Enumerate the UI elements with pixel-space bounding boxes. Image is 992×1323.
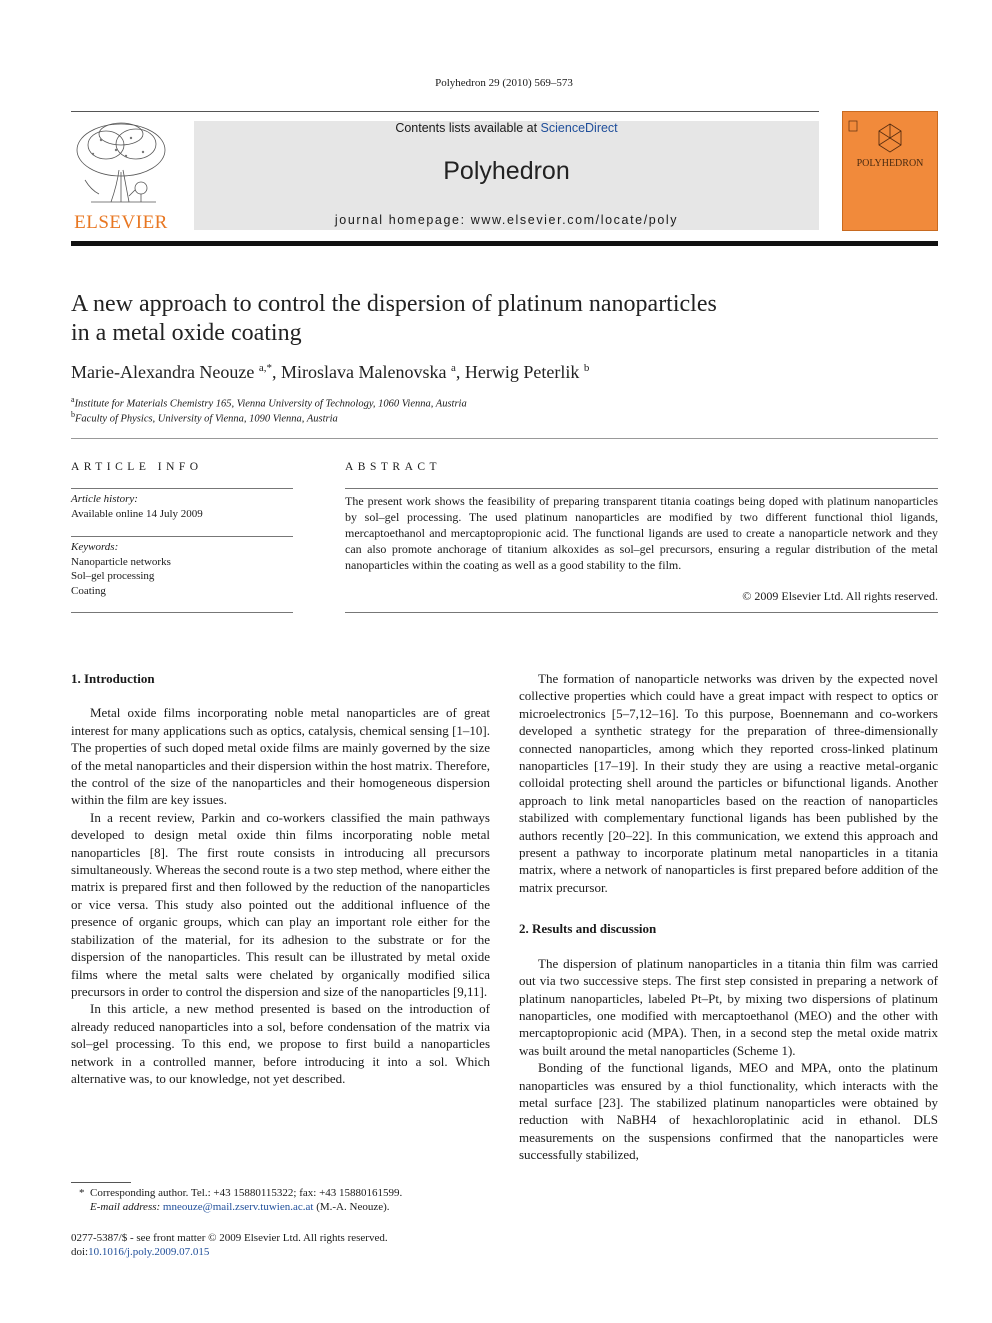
author-affiliation-mark[interactable]: a xyxy=(451,362,456,374)
paragraph: Bonding of the functional ligands, MEO and MPA, onto the platinum nanoparticles was ensured by a thiol functionality, which interacts with the metal surface [23]. The stabilized platinum nanoparticles were obtained by reduction with NaBH4 of hexachloroplatinic acid in ethanol. DLS measurements on the suspensions confirmed that the nanoparticles were successfully stabilized, xyxy=(519,1060,938,1163)
abstract-rule-top xyxy=(345,488,938,489)
keyword: Nanoparticle networks xyxy=(71,555,171,568)
body-column-left xyxy=(71,670,490,1087)
footnote-mark: * xyxy=(79,1187,85,1199)
contents-prefix: Contents lists available at xyxy=(395,121,541,135)
paragraph: In this article, a new method presented is based on the introduction of already reduced nanoparticles into a sol, before condensation of the matrix via sol–gel processing. To this end, we propose to first build a nanoparticles network in a controlled manner, before introducing it into a sol. Which alternative was, to our knowledge, not yet described. xyxy=(71,1001,490,1086)
journal-cover-thumbnail xyxy=(842,111,938,231)
polyhedron-icon xyxy=(843,118,937,158)
page-footer xyxy=(71,1231,388,1259)
affiliation-mark: a xyxy=(71,395,75,404)
keywords-rule xyxy=(71,612,293,613)
author-name: Herwig Peterlik xyxy=(464,362,580,382)
journal-citation: Polyhedron 29 (2010) 569–573 xyxy=(435,77,573,89)
corresponding-author-footnote xyxy=(71,1186,491,1214)
article-info-heading: ARTICLE INFO xyxy=(71,461,203,473)
email-label: E-mail address: xyxy=(90,1201,161,1213)
doi-link[interactable]: 10.1016/j.poly.2009.07.015 xyxy=(88,1246,210,1258)
affiliation-b xyxy=(71,410,338,425)
article-title xyxy=(71,290,871,348)
affiliation-text: Institute for Materials Chemistry 165, Vienna University of Technology, 1060 Vienna, Austria xyxy=(74,398,467,410)
affiliation-rule xyxy=(71,438,938,439)
email-suffix: (M.-A. Neouze). xyxy=(316,1201,390,1213)
journal-name: Polyhedron xyxy=(443,157,570,185)
author-name: Miroslava Malenovska xyxy=(281,362,447,382)
contents-line xyxy=(194,121,819,135)
paragraph: The dispersion of platinum nanoparticles in a titania thin film was carried out via two successive steps. The first step consisted in preparing a network of platinum nanoparticles, labeled Pt–Pt, by mixing two dispersions of platinum nanoparticles, one modified with mercaptoethanol (MEO) and the other with mercaptopropionic acid (MPA). Then, in a second step the metal oxide matrix was built around the metal nanoparticles (Scheme 1). xyxy=(519,955,938,1058)
author-affiliation-mark[interactable]: b xyxy=(583,362,590,374)
history-label: Article history: xyxy=(71,493,138,505)
elsevier-wordmark: ELSEVIER xyxy=(74,212,168,233)
masthead-bottom-rule xyxy=(71,241,938,246)
section-heading-introduction: 1. Introduction xyxy=(71,671,155,686)
sciencedirect-link[interactable]: ScienceDirect xyxy=(540,121,618,135)
keyword: Sol–gel processing xyxy=(71,570,155,582)
paragraph: In a recent review, Parkin and co-workers classified the main pathways developed to design metal oxide thin films incorporating noble metal nanoparticles [8]. The first route consists in introducing all precursors simultaneously. Whereas the second route is a two step method, where either the matrix is prepared first and then followed by the reduction of the nanoparticles or vice versa. This study also pointed out the additional influence of the presence of organic groups, which can play an important role either for the stabilization of the material, for its adhesion to the substrate or for the dispersion of the nanoparticles. This result can be illustrated by metal oxide films where the metal salts were chelated by organically modified silica precursors in order to control the dispersion and size of the nanoparticles [9,11]. xyxy=(71,809,490,999)
issn-line: 0277-5387/$ - see front matter © 2009 Elsevier Ltd. All rights reserved. xyxy=(71,1232,388,1244)
author-name: Marie-Alexandra Neouze xyxy=(71,362,255,382)
article-title-line-2: in a metal oxide coating xyxy=(71,320,302,346)
affiliation-mark: b xyxy=(71,410,75,419)
header-rule xyxy=(71,111,819,112)
article-info-rule xyxy=(71,488,293,489)
elsevier-tree-icon xyxy=(71,120,171,210)
paragraph: The formation of nanoparticle networks was driven by the expected novel collective properties which could have a great impact with respect to optics or microelectronics [5–7,12–16]. To this purpose, Boennemann and co-workers developed a synthetic strategy for the preparation of three-dimensionally connected nanoparticles, among which they reported cross-linked platinum nanoparticles [17–19]. In their study they are using a reactive metal-organic colloidal protecting shell around the particles or bifunctional ligands. Another approach to link metal nanoparticles based on the reaction of nanoparticles stabilized with complementary functional ligands has been published by the authors recently [20–22]. In this communication, we extend this approach and present a pathway to incorporate platinum metal nanoparticles in a titania matrix, where a network of nanoparticles is first prepared before addition of the matrix precursor. xyxy=(519,671,938,895)
email-link[interactable]: mneouze@mail.zserv.tuwien.ac.at xyxy=(162,1201,314,1213)
footnote-rule xyxy=(71,1182,131,1183)
cover-title: POLYHEDRON xyxy=(856,158,924,169)
keywords-block xyxy=(71,540,171,598)
elsevier-logo xyxy=(71,120,171,232)
affiliation-a xyxy=(71,395,467,410)
abstract-heading: ABSTRACT xyxy=(345,461,442,473)
doi-label: doi: xyxy=(71,1246,89,1258)
abstract-rule-bottom xyxy=(345,612,938,613)
keywords-label: Keywords: xyxy=(71,541,119,553)
section-heading-results: 2. Results and discussion xyxy=(519,921,657,937)
author-list: Marie-Alexandra Neouze $^{a,*}$, Miroslava Malenovska $^a$, Herwig Peterlik $^b$ xyxy=(71,362,590,382)
article-history xyxy=(71,492,203,521)
journal-homepage[interactable]: journal homepage: www.elsevier.com/locate/poly xyxy=(334,213,679,227)
author-affiliation-mark[interactable]: a,* xyxy=(258,362,273,374)
body-column-right xyxy=(519,670,938,1164)
footnote-contact: Corresponding author. Tel.: +43 15880115322; fax: +43 15880161599. xyxy=(90,1187,403,1199)
affiliation-text: Faculty of Physics, University of Vienna, 1090 Vienna, Austria xyxy=(75,413,338,425)
history-value: Available online 14 July 2009 xyxy=(71,507,203,520)
article-title-line-1: A new approach to control the dispersion of platinum nanoparticles xyxy=(71,291,717,317)
abstract-copyright: © 2009 Elsevier Ltd. All rights reserved. xyxy=(742,589,938,603)
journal-masthead xyxy=(194,121,819,230)
paragraph: Metal oxide films incorporating noble metal nanoparticles are of great interest for many applications such as optics, catalysis, chemical sensing [1–10]. The properties of such doped metal oxide films are mainly governed by the size of the metal nanoparticles and their dispersion within the host matrix. Therefore, the control of the size of the nanoparticles and their homogeneous dispersion within the film are key issues. xyxy=(71,705,490,808)
keyword: Coating xyxy=(71,584,106,597)
history-rule xyxy=(71,536,293,537)
abstract-text: The present work shows the feasibility of preparing transparent titania coatings being doped with platinum nanoparticles by sol–gel processing. The used platinum nanoparticles are modified by two different functional thiol ligands, mercaptoethanol and mercaptopropionic acid. The functional ligands are used to create a nanoparticle network and they can also promote anchorage of titanium alkoxides as sol–gel precursors, ensuring a regular distribution of the metal nanoparticles within the coating as well as a good stability to the film. xyxy=(345,494,938,572)
